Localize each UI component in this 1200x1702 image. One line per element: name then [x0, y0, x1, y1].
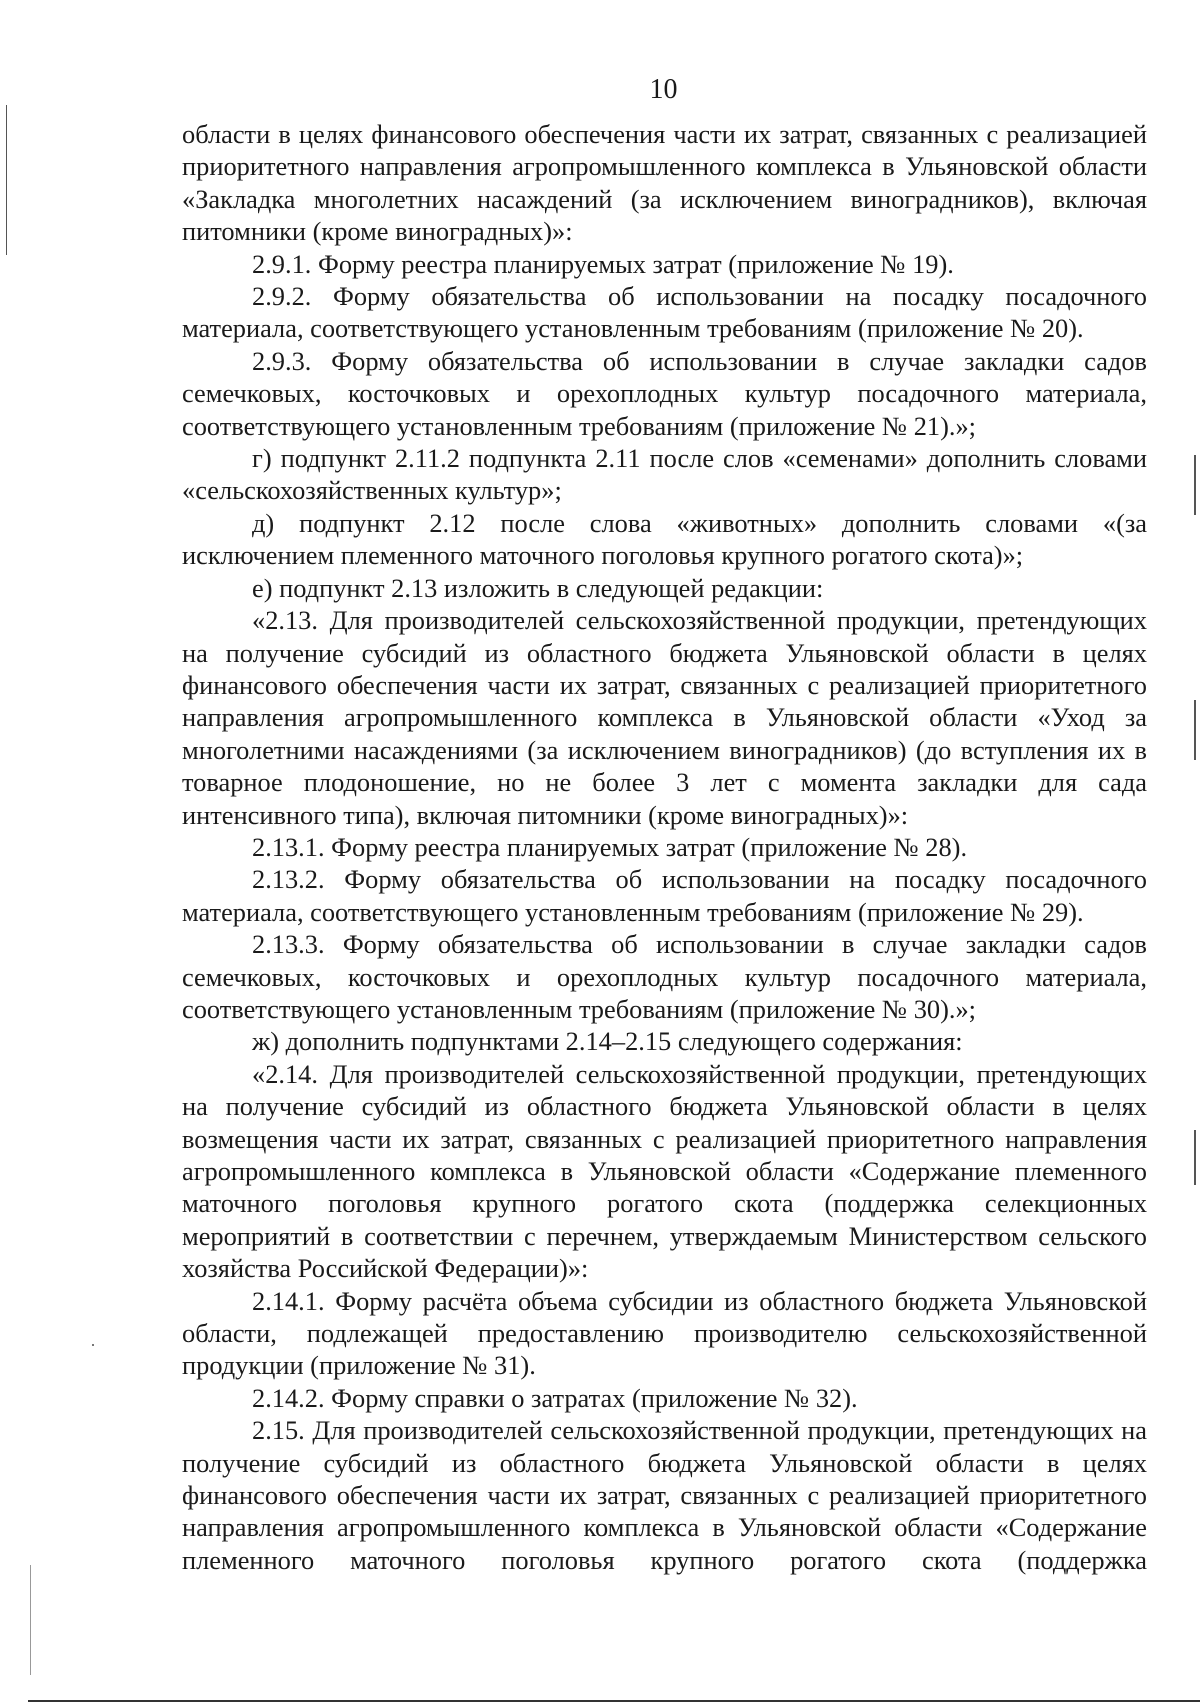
scan-speck [92, 1344, 94, 1346]
paragraph-4: 2.9.3. Форму обязательства об использовании в случае закладки садов семечковых, косточковых и орехоплодных культур посадочного материала, соответствующего установленным требованиям (приложение № 21).»; [182, 345, 1147, 441]
scan-edge-line [1194, 455, 1196, 515]
paragraph-11: 2.13.3. Форму обязательства об использовании в случае закладки садов семечковых, косточковых и орехоплодных культур посадочного материала, соответствующего установленным требованиям (приложение № 30).»; [182, 929, 1147, 1024]
paragraph-7: е) подпункт 2.13 изложить в следующей редакции: [252, 572, 824, 603]
paragraph-13: «2.14. Для производителей сельскохозяйственной продукции, претендующих на получение субсидий из областного бюджета Ульяновской области в целях возмещения части их затрат, связанных с реализацией приоритетного направления агропромышленного комплекса в Ульяновской области «Содержание племенного маточного поголовья крупного рогатого скота (поддержка селекционных мероприятий в соответствии с перечнем, утверждаемым Министерством сельского хозяйства Российской Федерации)»: [182, 1058, 1147, 1284]
paragraph-5: г) подпункт 2.11.2 подпункта 2.11 после слов «семенами» дополнить словами «сельскохозяйственных культур»; [182, 443, 1147, 506]
paragraph-2: 2.9.1. Форму реестра планируемых затрат (приложение № 19). [252, 248, 954, 279]
paragraph-16: 2.15. Для производителей сельскохозяйственной продукции, претендующих на получение субсидий из областного бюджета Ульяновской области в целях финансового обеспечения части их затрат, связанных с реализацией приоритетного направления агропромышленного комплекса в Ульяновской области «Содержание племенного маточного поголовья крупного рогатого скота (поддержка [182, 1415, 1147, 1575]
paragraph-14: 2.14.1. Форму расчёта объема субсидии из областного бюджета Ульяновской области, подлежащей предоставлению производителю сельскохозяйственной продукции (приложение № 31). [182, 1285, 1147, 1381]
scan-edge-line [6, 105, 7, 255]
paragraph-3: 2.9.2. Форму обязательства об использовании на посадку посадочного материала, соответствующего установленным требованиям (приложение № 20). [182, 281, 1147, 344]
paragraph-8: «2.13. Для производителей сельскохозяйственной продукции, претендующих на получение субсидий из областного бюджета Ульяновской области в целях финансового обеспечения части их затрат, связанных с реализацией приоритетного направления агропромышленного комплекса в Ульяновской области «Уход за многолетними насаждениями (за исключением виноградников) (до вступления их в товарное плодоношение, но не более 3 лет с момента закладки для сада интенсивного типа), включая питомники (кроме виноградных)»: [182, 605, 1147, 830]
scan-edge-line [1194, 700, 1196, 760]
paragraph-10: 2.13.2. Форму обязательства об использовании на посадку посадочного материала, соответствующего установленным требованиям (приложение № 29). [182, 864, 1147, 927]
document-body [182, 118, 1147, 1576]
paragraph-1: области в целях финансового обеспечения части их затрат, связанных с реализацией приоритетного направления агропромышленного комплекса в Ульяновской области «Закладка многолетних насаждений (за исключением виноградников), включая питомники (кроме виноградных)»: [182, 119, 1147, 247]
page-number: 10 [649, 74, 678, 105]
paragraph-12: ж) дополнить подпунктами 2.14–2.15 следующего содержания: [252, 1026, 963, 1057]
scan-edge-line [1194, 1130, 1196, 1185]
scan-edge-line [30, 1565, 31, 1675]
paragraph-9: 2.13.1. Форму реестра планируемых затрат (приложение № 28). [252, 831, 968, 862]
paragraph-15: 2.14.2. Форму справки о затратах (приложение № 32). [252, 1382, 858, 1413]
paragraph-6: д) подпункт 2.12 после слова «животных» дополнить словами «(за исключением племенного маточного поголовья крупного рогатого скота)»; [182, 507, 1147, 571]
